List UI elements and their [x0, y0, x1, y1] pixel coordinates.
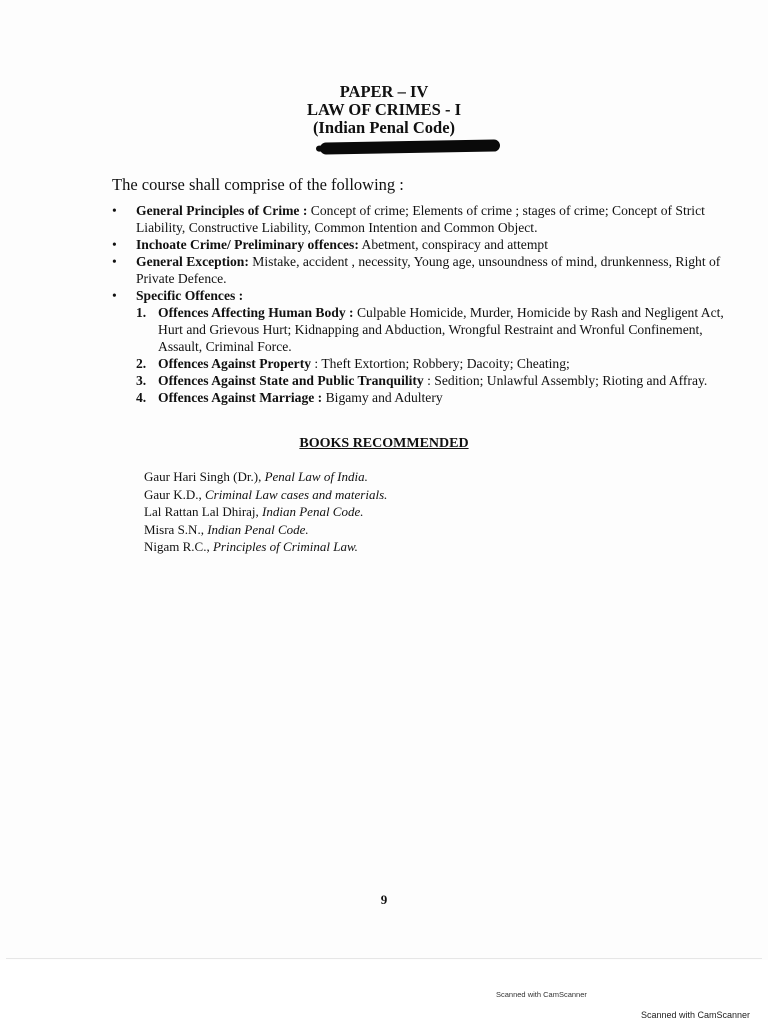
offence-number: 3.: [136, 373, 147, 388]
scanner-watermark: Scanned with CamScanner: [496, 990, 587, 999]
paper-title: LAW OF CRIMES - I: [306, 100, 462, 119]
page-number: 9: [380, 892, 388, 907]
topic-item: [110, 287, 740, 406]
offence-text: Culpable Homicide, Murder, Homicide by Rash and Negligent Act, Hurt and Grievous Hurt; Kidnapping and Abduction, Wrongful Restraint and Wronful Confinement, Assault, Criminal Force.: [158, 305, 724, 354]
book-entry: [144, 486, 387, 504]
scanner-watermark-footer: Scanned with CamScanner: [641, 1010, 751, 1020]
topic-title: General Exception:: [136, 254, 249, 269]
offence-number: 1.: [136, 305, 147, 320]
offence-text: : Theft Extortion; Robbery; Dacoity; Cheating;: [311, 356, 570, 371]
bullet: •: [112, 254, 117, 269]
books-list: [144, 468, 387, 556]
topic-item: [110, 202, 740, 236]
paper-number: PAPER – IV: [339, 82, 429, 101]
book-author: Misra S.N.,: [144, 521, 208, 537]
offence-number: 2.: [136, 356, 147, 371]
book-entry: [144, 468, 387, 486]
offence-item: [136, 355, 740, 372]
book-author: Gaur Hari Singh (Dr.),: [144, 469, 265, 484]
bullet: •: [112, 237, 117, 252]
topic-list: [110, 202, 740, 406]
book-author: Lal Rattan Lal Dhiraj,: [144, 504, 263, 519]
topic-title: Inchoate Crime/ Preliminary offences:: [136, 237, 359, 252]
book-author: Nigam R.C.,: [144, 539, 213, 554]
book-title: Penal Law of India.: [264, 469, 368, 484]
topic-text: Concept of crime; Elements of crime ; stages of crime; Concept of Strict Liability, Constructive Liability, Common Intention and Common Object.: [136, 203, 705, 235]
offence-title: Offences Against State and Public Tranquility: [158, 373, 424, 388]
book-author: Gaur K.D.,: [144, 486, 206, 502]
offence-title: Offences Against Marriage :: [158, 390, 323, 405]
topic-item: [110, 253, 740, 287]
book-title: Indian Penal Code.: [207, 521, 309, 537]
offence-text: Bigamy and Adultery: [322, 390, 443, 405]
redaction-mark: [320, 139, 500, 154]
book-entry: [144, 521, 387, 539]
book-title: Principles of Criminal Law.: [212, 539, 358, 554]
topic-item: [110, 236, 740, 253]
specific-offences-list: [136, 304, 740, 406]
book-title: Indian Penal Code.: [262, 504, 364, 519]
offence-item: [136, 389, 740, 406]
offence-title: Offences Affecting Human Body :: [158, 305, 354, 320]
bullet: •: [112, 288, 117, 303]
offence-title: Offences Against Property: [158, 356, 312, 371]
topic-text: Mistake, accident , necessity, Young age, unsoundness of mind, drunkenness, Right of Private Defence.: [136, 254, 721, 286]
bullet: •: [112, 203, 117, 218]
paper-subtitle: (Indian Penal Code): [312, 118, 456, 137]
offence-item: [136, 304, 740, 355]
page-divider: [6, 958, 762, 959]
topic-text: Abetment, conspiracy and attempt: [358, 237, 548, 252]
book-entry: [144, 538, 387, 556]
books-heading: BOOKS RECOMMENDED: [299, 436, 469, 451]
topic-title: General Principles of Crime :: [136, 203, 308, 218]
offence-item: [136, 372, 740, 389]
book-entry: [144, 503, 387, 521]
offence-text: : Sedition; Unlawful Assembly; Rioting and Affray.: [423, 373, 708, 388]
topic-title: Specific Offences :: [136, 288, 244, 303]
intro-text: The course shall comprise of the following :: [112, 175, 404, 194]
offence-number: 4.: [136, 390, 147, 405]
book-title: Criminal Law cases and materials.: [205, 486, 388, 502]
